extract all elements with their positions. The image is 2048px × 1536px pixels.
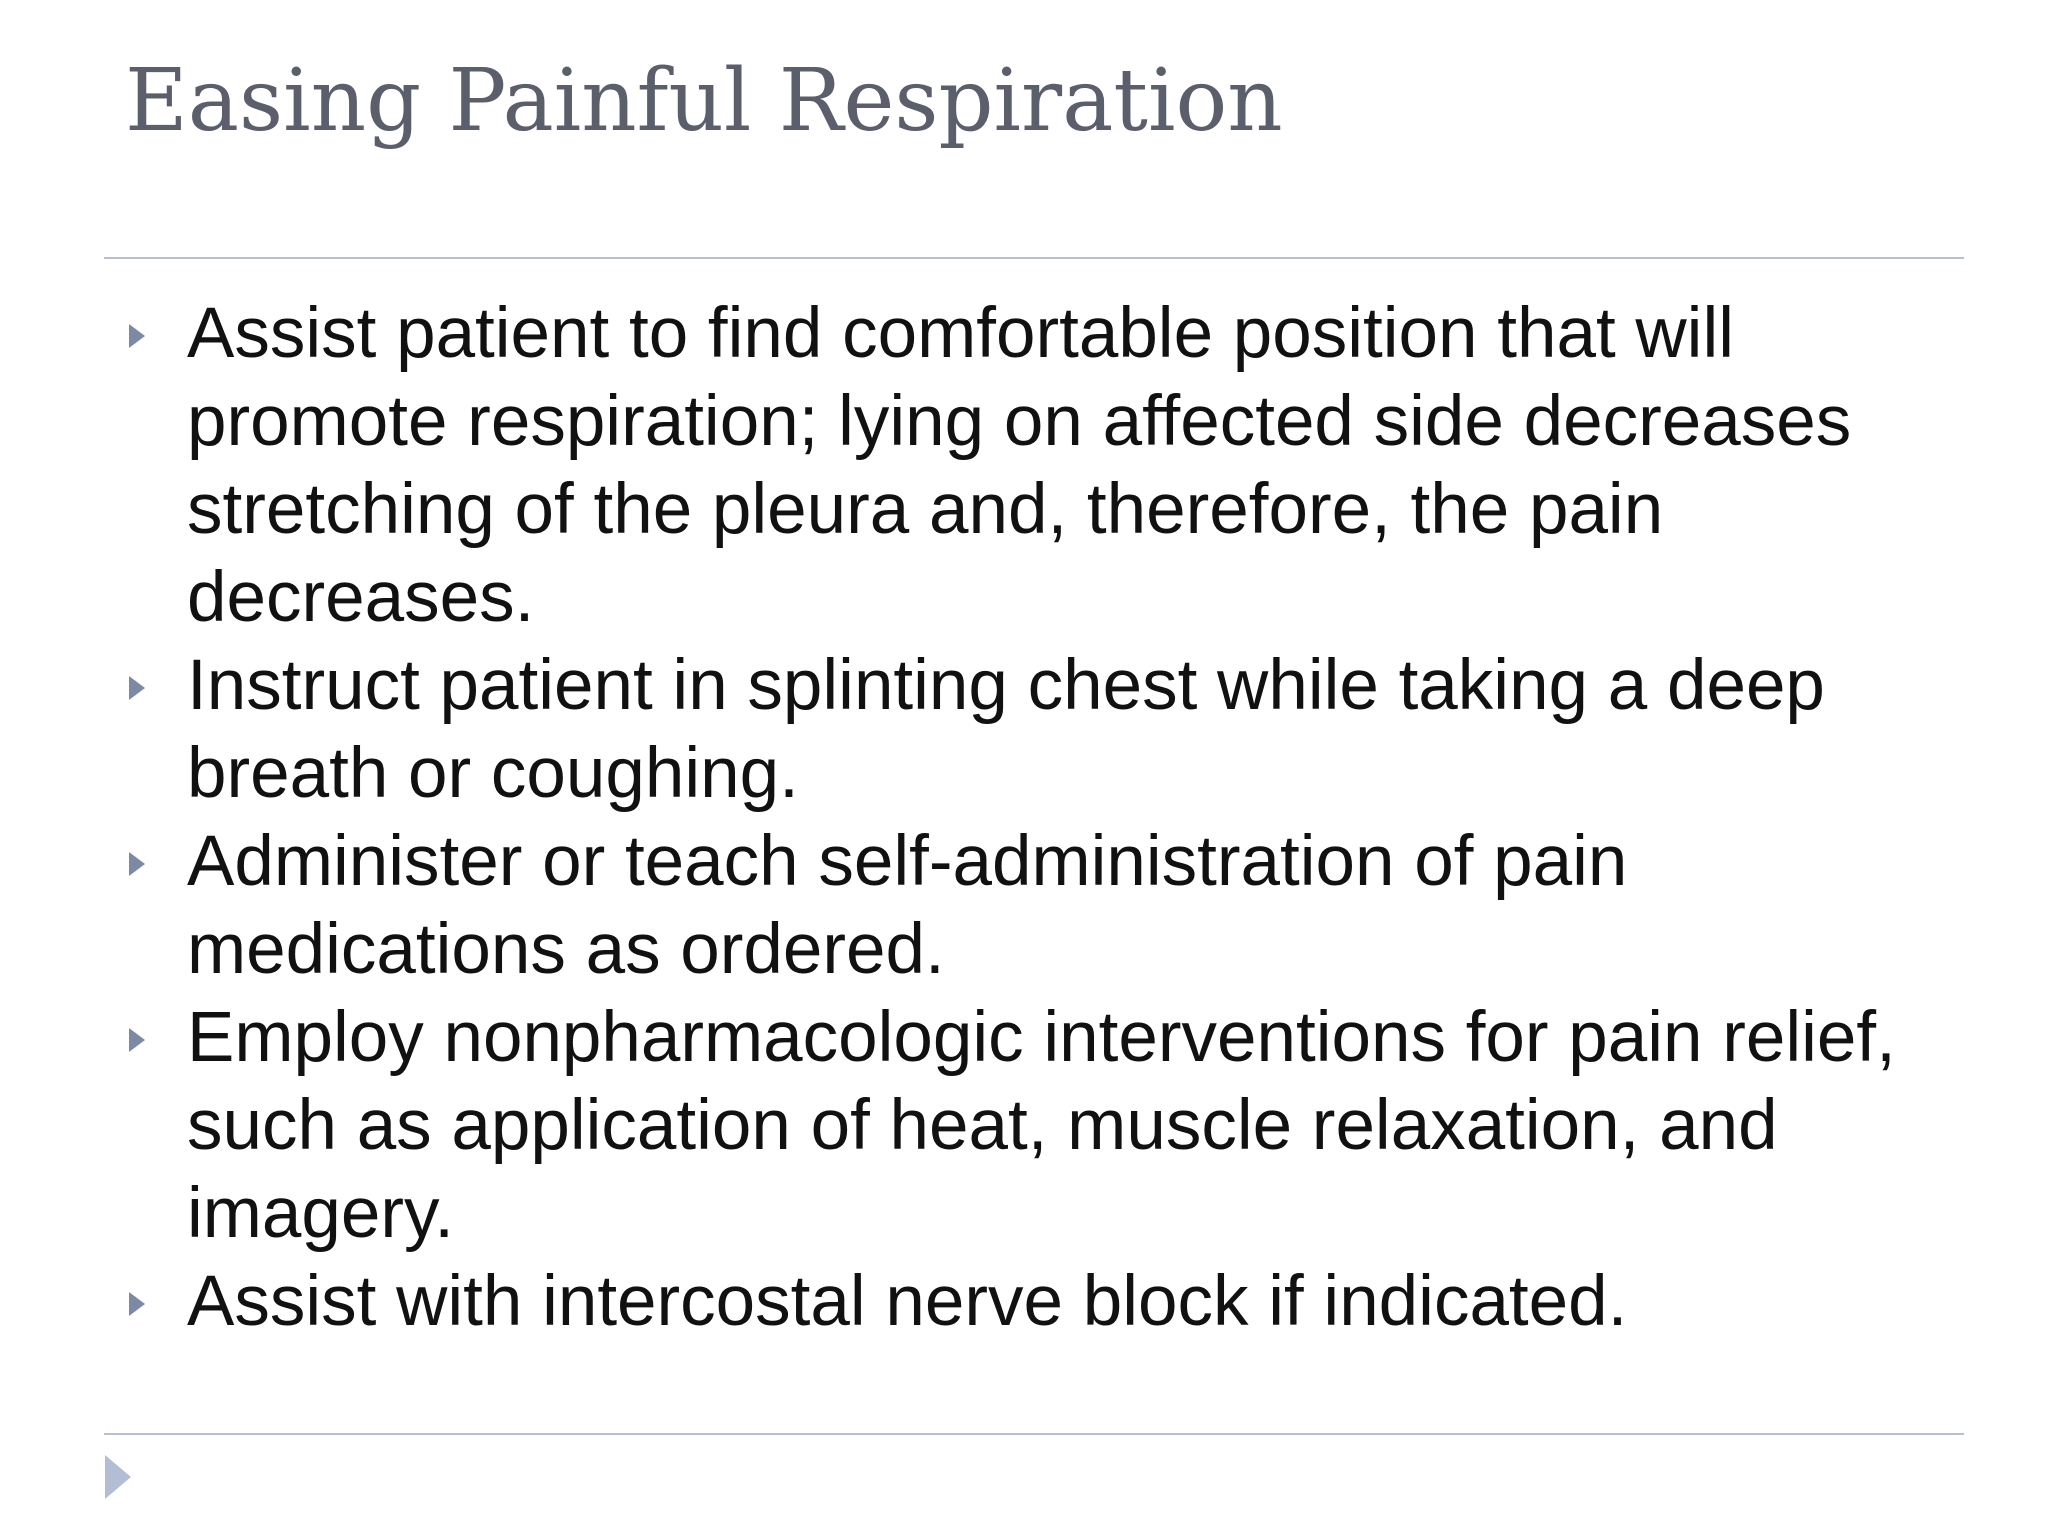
triangle-right-icon <box>129 1292 145 1316</box>
bottom-divider <box>104 1433 1964 1435</box>
bullet-list <box>125 290 1955 1346</box>
list-item <box>125 994 1955 1258</box>
bullet-text: Administer or teach self-administration of pain medications as ordered. <box>187 822 1628 989</box>
triangle-right-icon <box>105 1455 131 1499</box>
list-item <box>125 290 1955 642</box>
list-item <box>125 642 1955 818</box>
triangle-right-icon <box>129 852 145 876</box>
triangle-right-icon <box>129 676 145 700</box>
top-divider <box>104 257 1964 259</box>
bullet-text: Assist patient to find comfortable position that will promote respiration; lying on affected side decreases stretching of the pleura and, therefore, the pain decreases. <box>187 294 1852 637</box>
bullet-text: Employ nonpharmacologic interventions for pain relief, such as application of heat, muscle relaxation, and imagery. <box>187 998 1896 1253</box>
triangle-right-icon <box>129 324 145 348</box>
bullet-text: Assist with intercostal nerve block if indicated. <box>187 1262 1628 1341</box>
list-item <box>125 818 1955 994</box>
bullet-text: Instruct patient in splinting chest while taking a deep breath or coughing. <box>187 646 1825 813</box>
slide-title: Easing Painful Respiration <box>125 51 1283 151</box>
list-item <box>125 1258 1955 1346</box>
triangle-right-icon <box>129 1028 145 1052</box>
